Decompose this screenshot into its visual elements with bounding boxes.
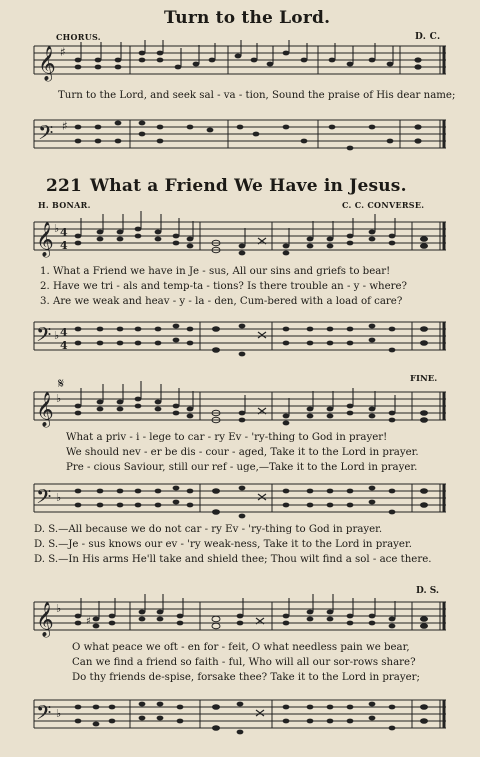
svg-text:♭: ♭ bbox=[54, 222, 60, 235]
system1-treble-staff bbox=[0, 208, 480, 263]
svg-text:𝄞: 𝄞 bbox=[36, 392, 54, 427]
system1-bass-staff bbox=[0, 312, 480, 362]
chorus-title: Turn to the Lord. bbox=[164, 8, 331, 28]
system1-verse-3: 3. Are we weak and heav - y - la - den, Cum-bered with a load of care? bbox=[40, 296, 403, 307]
chorus-bass-staff bbox=[0, 112, 480, 160]
system2-verse-3: Pre - cious Saviour, still our ref - uge,—Take it to the Lord in prayer. bbox=[66, 462, 418, 473]
chorus-treble-staff bbox=[0, 40, 480, 85]
hymn-title: What a Friend We Have in Jesus. bbox=[90, 176, 407, 196]
time-signature-bottom: 4 bbox=[60, 239, 68, 252]
hymn-author: H. BONAR. bbox=[38, 200, 91, 210]
hymn-number: 221 bbox=[46, 176, 83, 196]
svg-text:𝄞: 𝄞 bbox=[38, 46, 56, 81]
system2-verse-1: What a priv - i - lege to car - ry Ev - 'ry-thing to God in prayer! bbox=[66, 432, 388, 443]
svg-text:♭: ♭ bbox=[56, 602, 62, 615]
system3-verse-3: Do thy friends de-spise, forsake thee? Take it to the Lord in prayer; bbox=[72, 672, 420, 683]
ds-line-1: D. S.—All because we do not car - ry Ev - 'ry-thing to God in prayer. bbox=[34, 524, 383, 535]
system1-verse-1: 1. What a Friend we have in Je - sus, All our sins and griefs to bear! bbox=[40, 266, 391, 277]
svg-text:𝄢: 𝄢 bbox=[36, 323, 52, 351]
system3-bass-staff bbox=[0, 688, 480, 738]
svg-text:♭: ♭ bbox=[54, 329, 60, 342]
chorus-label: CHORUS. bbox=[56, 32, 101, 42]
system2-verse-2: We should nev - er be dis - cour - aged, Take it to the Lord in prayer. bbox=[66, 447, 419, 458]
hymn-composer: C. C. CONVERSE. bbox=[342, 200, 425, 210]
svg-text:𝄢: 𝄢 bbox=[38, 121, 54, 149]
svg-text:𝄢: 𝄢 bbox=[36, 701, 52, 729]
system1-verse-2: 2. Have we tri - als and temp-ta - tions? Is there trouble an - y - where? bbox=[40, 281, 407, 292]
svg-text:♭: ♭ bbox=[56, 491, 62, 504]
fine-marker: FINE. bbox=[410, 374, 438, 384]
system2-treble-staff bbox=[0, 378, 480, 430]
svg-text:♭: ♭ bbox=[56, 707, 62, 720]
svg-text:𝄋: 𝄋 bbox=[58, 378, 65, 392]
svg-text:♯: ♯ bbox=[60, 45, 66, 59]
ds-line-2: D. S.—Je - sus knows our ev - 'ry weak-ness, Take it to the Lord in prayer. bbox=[34, 539, 412, 550]
svg-text:♯: ♯ bbox=[86, 616, 91, 627]
svg-text:𝄞: 𝄞 bbox=[36, 222, 54, 257]
time-signature-top: 4 bbox=[60, 226, 68, 239]
system3-treble-staff bbox=[0, 592, 480, 640]
svg-text:𝄢: 𝄢 bbox=[36, 485, 52, 513]
svg-text:𝄞: 𝄞 bbox=[36, 602, 54, 637]
system2-bass-staff bbox=[0, 476, 480, 522]
svg-text:4: 4 bbox=[60, 326, 68, 339]
chorus-dc-marker: D. C. bbox=[415, 32, 441, 42]
ds-marker: D. S. bbox=[416, 586, 440, 596]
chorus-lyric: Turn to the Lord, and seek sal - va - tion, Sound the praise of His dear name; bbox=[58, 90, 456, 101]
svg-text:♯: ♯ bbox=[62, 119, 68, 133]
svg-text:4: 4 bbox=[60, 339, 68, 352]
ds-line-3: D. S.—In His arms He'll take and shield thee; Thou wilt find a sol - ace there. bbox=[34, 554, 432, 565]
system3-verse-2: Can we find a friend so faith - ful, Who will all our sor-rows share? bbox=[72, 657, 416, 668]
svg-text:♭: ♭ bbox=[56, 392, 62, 405]
system3-verse-1: O what peace we oft - en for - feit, O what needless pain we bear, bbox=[72, 642, 410, 653]
